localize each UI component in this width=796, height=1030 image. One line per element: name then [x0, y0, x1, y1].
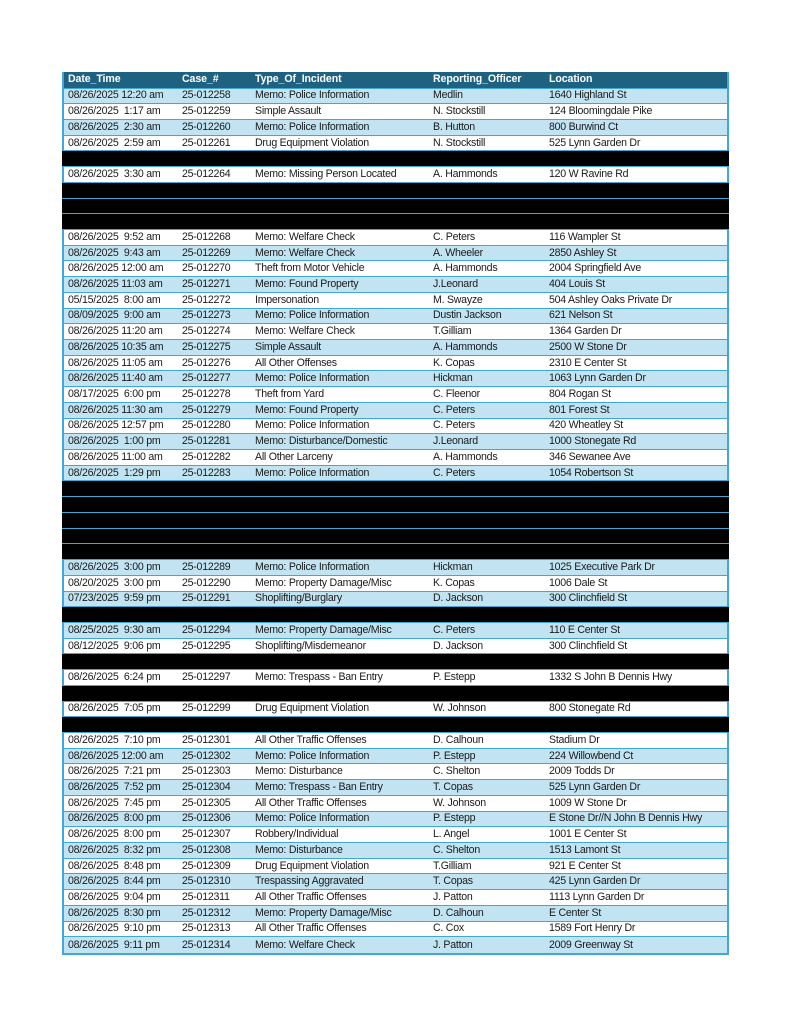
cell-location: 224 Willowbend Ct: [549, 749, 634, 762]
cell-date-time: 08/26/2025 9:52 am: [68, 230, 161, 243]
redacted-row: [62, 497, 729, 513]
cell-incident: Drug Equipment Violation: [255, 136, 369, 149]
cell-location: Stadium Dr: [549, 733, 600, 746]
table-row: [64, 136, 727, 152]
cell-incident: All Other Traffic Offenses: [255, 891, 367, 904]
cell-officer: C. Peters: [433, 466, 475, 479]
cell-location: 425 Lynn Garden Dr: [549, 875, 641, 888]
cell-location: 404 Louis St: [549, 277, 605, 290]
cell-officer: C. Peters: [433, 623, 475, 636]
cell-case-number: 25-012310: [182, 875, 231, 888]
cell-case-number: 25-012306: [182, 812, 231, 825]
cell-case-number: 25-012259: [182, 105, 231, 118]
cell-case-number: 25-012301: [182, 733, 231, 746]
table-row: [64, 293, 727, 309]
table-body: [64, 89, 727, 954]
cell-incident: Memo: Welfare Check: [255, 938, 355, 951]
cell-date-time: 08/26/2025 7:21 pm: [68, 765, 161, 778]
cell-date-time: 08/26/2025 1:17 am: [68, 105, 161, 118]
table-row: [64, 89, 727, 105]
cell-location: 2004 Springfield Ave: [549, 262, 641, 275]
cell-location: 525 Lynn Garden Dr: [549, 780, 641, 793]
cell-location: 2850 Ashley St: [549, 246, 617, 259]
cell-date-time: 08/26/2025 8:00 pm: [68, 828, 161, 841]
cell-incident: Memo: Police Information: [255, 812, 370, 825]
cell-date-time: 08/26/2025 12:00 am: [68, 262, 164, 275]
cell-case-number: 25-012260: [182, 120, 231, 133]
cell-case-number: 25-012308: [182, 843, 231, 856]
cell-officer: D. Calhoun: [433, 906, 484, 919]
cell-location: 621 Nelson St: [549, 309, 613, 322]
cell-date-time: 08/26/2025 11:20 am: [68, 325, 163, 338]
cell-date-time: 08/26/2025 7:10 pm: [68, 733, 161, 746]
table-row: [64, 796, 727, 812]
cell-case-number: 25-012302: [182, 749, 231, 762]
cell-location: 800 Stonegate Rd: [549, 702, 631, 715]
cell-date-time: 08/26/2025 8:44 pm: [68, 875, 161, 888]
cell-location: 420 Wheatley St: [549, 419, 623, 432]
cell-location: 525 Lynn Garden Dr: [549, 136, 641, 149]
cell-case-number: 25-012305: [182, 796, 231, 809]
cell-officer: D. Jackson: [433, 639, 483, 652]
cell-case-number: 25-012274: [182, 325, 231, 338]
cell-location: 1513 Lamont St: [549, 843, 621, 856]
cell-location: 1640 Highland St: [549, 89, 627, 102]
cell-date-time: 08/26/2025 3:30 am: [68, 167, 161, 180]
table-row: [64, 827, 727, 843]
cell-date-time: 08/26/2025 2:59 am: [68, 136, 161, 149]
cell-officer: M. Swayze: [433, 293, 483, 306]
cell-officer: L. Angel: [433, 828, 470, 841]
cell-officer: A. Hammonds: [433, 262, 498, 275]
cell-case-number: 25-012313: [182, 922, 231, 935]
table-row: [64, 450, 727, 466]
cell-case-number: 25-012307: [182, 828, 231, 841]
cell-case-number: 25-012272: [182, 293, 231, 306]
cell-incident: Memo: Property Damage/Misc: [255, 623, 392, 636]
cell-case-number: 25-012299: [182, 702, 231, 715]
cell-incident: Memo: Missing Person Located: [255, 167, 397, 180]
cell-date-time: 07/23/2025 9:59 pm: [68, 592, 161, 605]
redacted-row: [62, 654, 729, 670]
cell-case-number: 25-012279: [182, 403, 231, 416]
cell-incident: Memo: Police Information: [255, 749, 370, 762]
cell-date-time: 08/26/2025 12:20 am: [68, 89, 164, 102]
table-row: [64, 749, 727, 765]
cell-case-number: 25-012268: [182, 230, 231, 243]
cell-officer: J.Leonard: [433, 435, 478, 448]
cell-incident: Memo: Welfare Check: [255, 246, 355, 259]
cell-location: 2009 Greenway St: [549, 938, 633, 951]
cell-officer: P. Estepp: [433, 670, 476, 683]
table-row: [64, 560, 727, 576]
cell-location: 2500 W Stone Dr: [549, 340, 627, 353]
column-header-incident: Type_Of_Incident: [255, 73, 342, 86]
redacted-row: [62, 717, 729, 733]
cell-officer: A. Hammonds: [433, 450, 498, 463]
cell-case-number: 25-012277: [182, 372, 231, 385]
cell-date-time: 08/26/2025 9:04 pm: [68, 891, 161, 904]
cell-incident: Memo: Police Information: [255, 372, 370, 385]
cell-date-time: 08/26/2025 11:03 am: [68, 277, 163, 290]
cell-location: E Stone Dr//N John B Dennis Hwy: [549, 812, 702, 825]
cell-case-number: 25-012276: [182, 356, 231, 369]
table-row: [64, 890, 727, 906]
table-row: [64, 230, 727, 246]
redacted-row: [62, 214, 729, 230]
cell-incident: Memo: Found Property: [255, 277, 359, 290]
redacted-row: [62, 529, 729, 545]
cell-officer: J. Patton: [433, 891, 473, 904]
cell-incident: Memo: Police Information: [255, 466, 370, 479]
cell-date-time: 08/20/2025 3:00 pm: [68, 576, 161, 589]
cell-officer: Hickman: [433, 372, 473, 385]
cell-incident: Theft from Yard: [255, 388, 324, 401]
incident-log-table: [62, 72, 729, 955]
cell-location: 116 Wampler St: [549, 230, 621, 243]
cell-case-number: 25-012291: [182, 592, 231, 605]
cell-location: 300 Clinchfield St: [549, 639, 627, 652]
cell-officer: Medlin: [433, 89, 463, 102]
cell-incident: Memo: Found Property: [255, 403, 359, 416]
table-row: [64, 639, 727, 655]
cell-case-number: 25-012273: [182, 309, 231, 322]
cell-date-time: 08/09/2025 9:00 am: [68, 309, 161, 322]
cell-location: 110 E Center St: [549, 623, 620, 636]
cell-incident: Memo: Welfare Check: [255, 325, 355, 338]
cell-date-time: 08/26/2025 9:11 pm: [68, 938, 160, 951]
cell-officer: D. Calhoun: [433, 733, 484, 746]
cell-officer: A. Wheeler: [433, 246, 483, 259]
cell-date-time: 08/26/2025 6:24 pm: [68, 670, 161, 683]
table-row: [64, 309, 727, 325]
cell-incident: Shoplifting/Misdemeanor: [255, 639, 366, 652]
table-row: [64, 623, 727, 639]
cell-officer: C. Peters: [433, 230, 475, 243]
cell-incident: Memo: Disturbance: [255, 843, 343, 856]
cell-date-time: 08/26/2025 7:45 pm: [68, 796, 161, 809]
table-row: [64, 874, 727, 890]
cell-incident: All Other Traffic Offenses: [255, 796, 367, 809]
cell-case-number: 25-012290: [182, 576, 231, 589]
column-header-location: Location: [549, 73, 593, 86]
cell-date-time: 08/26/2025 1:29 pm: [68, 466, 161, 479]
cell-location: 124 Bloomingdale Pike: [549, 105, 653, 118]
redacted-row: [62, 199, 729, 215]
table-row: [64, 120, 727, 136]
cell-incident: All Other Traffic Offenses: [255, 922, 367, 935]
cell-officer: Dustin Jackson: [433, 309, 502, 322]
cell-officer: T.Gilliam: [433, 859, 472, 872]
cell-location: 1025 Executive Park Dr: [549, 560, 655, 573]
table-row: [64, 576, 727, 592]
table-row: [64, 277, 727, 293]
table-row: [64, 922, 727, 938]
cell-officer: N. Stockstill: [433, 136, 486, 149]
table-row: [64, 387, 727, 403]
cell-incident: Simple Assault: [255, 105, 321, 118]
cell-location: E Center St: [549, 906, 602, 919]
table-row: [64, 466, 727, 482]
cell-incident: Impersonation: [255, 293, 319, 306]
cell-officer: Hickman: [433, 560, 473, 573]
cell-officer: T.Gilliam: [433, 325, 472, 338]
cell-officer: J.Leonard: [433, 277, 478, 290]
cell-incident: Theft from Motor Vehicle: [255, 262, 365, 275]
cell-incident: Memo: Police Information: [255, 89, 370, 102]
cell-date-time: 08/26/2025 3:00 pm: [68, 560, 161, 573]
cell-case-number: 25-012282: [182, 450, 231, 463]
cell-incident: Memo: Police Information: [255, 419, 370, 432]
table-row: [64, 324, 727, 340]
cell-case-number: 25-012280: [182, 419, 231, 432]
cell-location: 1113 Lynn Garden Dr: [549, 891, 645, 904]
cell-location: 2009 Todds Dr: [549, 765, 615, 778]
redacted-row: [62, 686, 729, 702]
cell-case-number: 25-012275: [182, 340, 231, 353]
cell-date-time: 08/26/2025 8:00 pm: [68, 812, 161, 825]
redacted-row: [62, 607, 729, 623]
cell-case-number: 25-012311: [182, 891, 230, 904]
cell-case-number: 25-012271: [182, 277, 231, 290]
table-row: [64, 403, 727, 419]
table-row: [64, 246, 727, 262]
table-row: [64, 780, 727, 796]
cell-date-time: 08/26/2025 9:43 am: [68, 246, 161, 259]
cell-date-time: 08/26/2025 2:30 am: [68, 120, 161, 133]
cell-incident: Memo: Disturbance: [255, 765, 343, 778]
column-header-date-time: Date_Time: [68, 73, 121, 86]
cell-location: 800 Burwind Ct: [549, 120, 618, 133]
cell-officer: P. Estepp: [433, 812, 476, 825]
cell-case-number: 25-012278: [182, 388, 231, 401]
cell-officer: W. Johnson: [433, 796, 486, 809]
cell-officer: J. Patton: [433, 938, 473, 951]
cell-incident: Memo: Property Damage/Misc: [255, 576, 392, 589]
table-row: [64, 419, 727, 435]
cell-case-number: 25-012312: [182, 906, 231, 919]
cell-case-number: 25-012304: [182, 780, 231, 793]
cell-location: 1009 W Stone Dr: [549, 796, 627, 809]
cell-date-time: 08/26/2025 1:00 pm: [68, 435, 161, 448]
cell-date-time: 08/26/2025 10:35 am: [68, 340, 164, 353]
cell-date-time: 08/26/2025 11:30 am: [68, 403, 163, 416]
cell-incident: Shoplifting/Burglary: [255, 592, 342, 605]
cell-case-number: 25-012283: [182, 466, 231, 479]
cell-incident: All Other Offenses: [255, 356, 337, 369]
cell-officer: C. Fleenor: [433, 388, 480, 401]
cell-date-time: 05/15/2025 8:00 am: [68, 293, 161, 306]
redacted-row: [62, 183, 729, 199]
cell-incident: Memo: Trespass - Ban Entry: [255, 670, 383, 683]
cell-case-number: 25-012303: [182, 765, 231, 778]
cell-location: 1063 Lynn Garden Dr: [549, 372, 646, 385]
cell-date-time: 08/26/2025 9:10 pm: [68, 922, 161, 935]
cell-officer: B. Hutton: [433, 120, 475, 133]
cell-date-time: 08/26/2025 11:40 am: [68, 372, 163, 385]
cell-location: 1000 Stonegate Rd: [549, 435, 637, 448]
cell-incident: Memo: Disturbance/Domestic: [255, 435, 388, 448]
cell-officer: A. Hammonds: [433, 167, 498, 180]
cell-incident: Memo: Trespass - Ban Entry: [255, 780, 383, 793]
cell-incident: Robbery/Individual: [255, 828, 339, 841]
table-row: [64, 843, 727, 859]
cell-date-time: 08/12/2025 9:06 pm: [68, 639, 161, 652]
cell-case-number: 25-012295: [182, 639, 231, 652]
cell-date-time: 08/26/2025 8:48 pm: [68, 859, 161, 872]
cell-location: 1589 Fort Henry Dr: [549, 922, 636, 935]
redacted-row: [62, 513, 729, 529]
table-row: [64, 434, 727, 450]
cell-officer: C. Shelton: [433, 843, 480, 856]
table-row: [64, 937, 727, 953]
cell-date-time: 08/26/2025 8:30 pm: [68, 906, 161, 919]
redacted-row: [62, 544, 729, 560]
cell-case-number: 25-012294: [182, 623, 231, 636]
table-row: [64, 104, 727, 120]
cell-date-time: 08/26/2025 7:05 pm: [68, 702, 161, 715]
cell-incident: Simple Assault: [255, 340, 321, 353]
cell-officer: T. Copas: [433, 780, 473, 793]
cell-date-time: 08/26/2025 12:00 am: [68, 749, 164, 762]
cell-officer: W. Johnson: [433, 702, 486, 715]
cell-officer: N. Stockstill: [433, 105, 486, 118]
cell-case-number: 25-012261: [182, 136, 231, 149]
cell-officer: C. Peters: [433, 403, 475, 416]
table-header-row: [64, 72, 727, 89]
table-row: [64, 356, 727, 372]
cell-incident: All Other Larceny: [255, 450, 333, 463]
cell-incident: Memo: Welfare Check: [255, 230, 355, 243]
redacted-row: [62, 481, 729, 497]
cell-location: 1364 Garden Dr: [549, 325, 622, 338]
cell-officer: K. Copas: [433, 576, 475, 589]
cell-incident: Memo: Property Damage/Misc: [255, 906, 392, 919]
cell-location: 1054 Robertson St: [549, 466, 634, 479]
cell-incident: Trespassing Aggravated: [255, 875, 364, 888]
cell-case-number: 25-012314: [182, 938, 231, 951]
cell-date-time: 08/25/2025 9:30 am: [68, 623, 161, 636]
cell-location: 804 Rogan St: [549, 388, 611, 401]
cell-location: 120 W Ravine Rd: [549, 167, 629, 180]
cell-location: 300 Clinchfield St: [549, 592, 627, 605]
cell-case-number: 25-012297: [182, 670, 231, 683]
cell-incident: Drug Equipment Violation: [255, 702, 369, 715]
cell-officer: C. Peters: [433, 419, 475, 432]
table-row: [64, 859, 727, 875]
table-row: [64, 733, 727, 749]
table-row: [64, 167, 727, 183]
table-row: [64, 702, 727, 718]
cell-incident: Drug Equipment Violation: [255, 859, 369, 872]
cell-location: 346 Sewanee Ave: [549, 450, 631, 463]
cell-date-time: 08/26/2025 11:00 am: [68, 450, 163, 463]
cell-location: 1001 E Center St: [549, 828, 627, 841]
cell-officer: C. Shelton: [433, 765, 480, 778]
table-row: [64, 906, 727, 922]
cell-case-number: 25-012269: [182, 246, 231, 259]
cell-case-number: 25-012281: [182, 435, 231, 448]
cell-case-number: 25-012289: [182, 560, 231, 573]
table-row: [64, 371, 727, 387]
cell-date-time: 08/26/2025 11:05 am: [68, 356, 163, 369]
cell-officer: D. Jackson: [433, 592, 483, 605]
cell-location: 504 Ashley Oaks Private Dr: [549, 293, 673, 306]
cell-date-time: 08/26/2025 7:52 pm: [68, 780, 161, 793]
cell-location: 1006 Dale St: [549, 576, 608, 589]
cell-location: 801 Forest St: [549, 403, 610, 416]
cell-officer: P. Estepp: [433, 749, 476, 762]
cell-date-time: 08/17/2025 6:00 pm: [68, 388, 161, 401]
table-row: [64, 340, 727, 356]
cell-location: 2310 E Center St: [549, 356, 627, 369]
cell-officer: T. Copas: [433, 875, 473, 888]
table-row: [64, 812, 727, 828]
cell-incident: Memo: Police Information: [255, 309, 370, 322]
column-header-case-number: Case_#: [182, 73, 219, 86]
cell-incident: All Other Traffic Offenses: [255, 733, 367, 746]
redacted-row: [62, 151, 729, 167]
table-row: [64, 261, 727, 277]
cell-incident: Memo: Police Information: [255, 560, 370, 573]
cell-location: 1332 S John B Dennis Hwy: [549, 670, 672, 683]
cell-case-number: 25-012264: [182, 167, 231, 180]
cell-case-number: 25-012258: [182, 89, 231, 102]
table-row: [64, 592, 727, 608]
cell-officer: C. Cox: [433, 922, 464, 935]
cell-location: 921 E Center St: [549, 859, 621, 872]
cell-officer: K. Copas: [433, 356, 475, 369]
cell-case-number: 25-012270: [182, 262, 231, 275]
cell-incident: Memo: Police Information: [255, 120, 370, 133]
table-row: [64, 764, 727, 780]
cell-date-time: 08/26/2025 8:32 pm: [68, 843, 161, 856]
cell-officer: A. Hammonds: [433, 340, 498, 353]
column-header-officer: Reporting_Officer: [433, 73, 522, 86]
cell-case-number: 25-012309: [182, 859, 231, 872]
table-row: [64, 670, 727, 686]
cell-date-time: 08/26/2025 12:57 pm: [68, 419, 164, 432]
